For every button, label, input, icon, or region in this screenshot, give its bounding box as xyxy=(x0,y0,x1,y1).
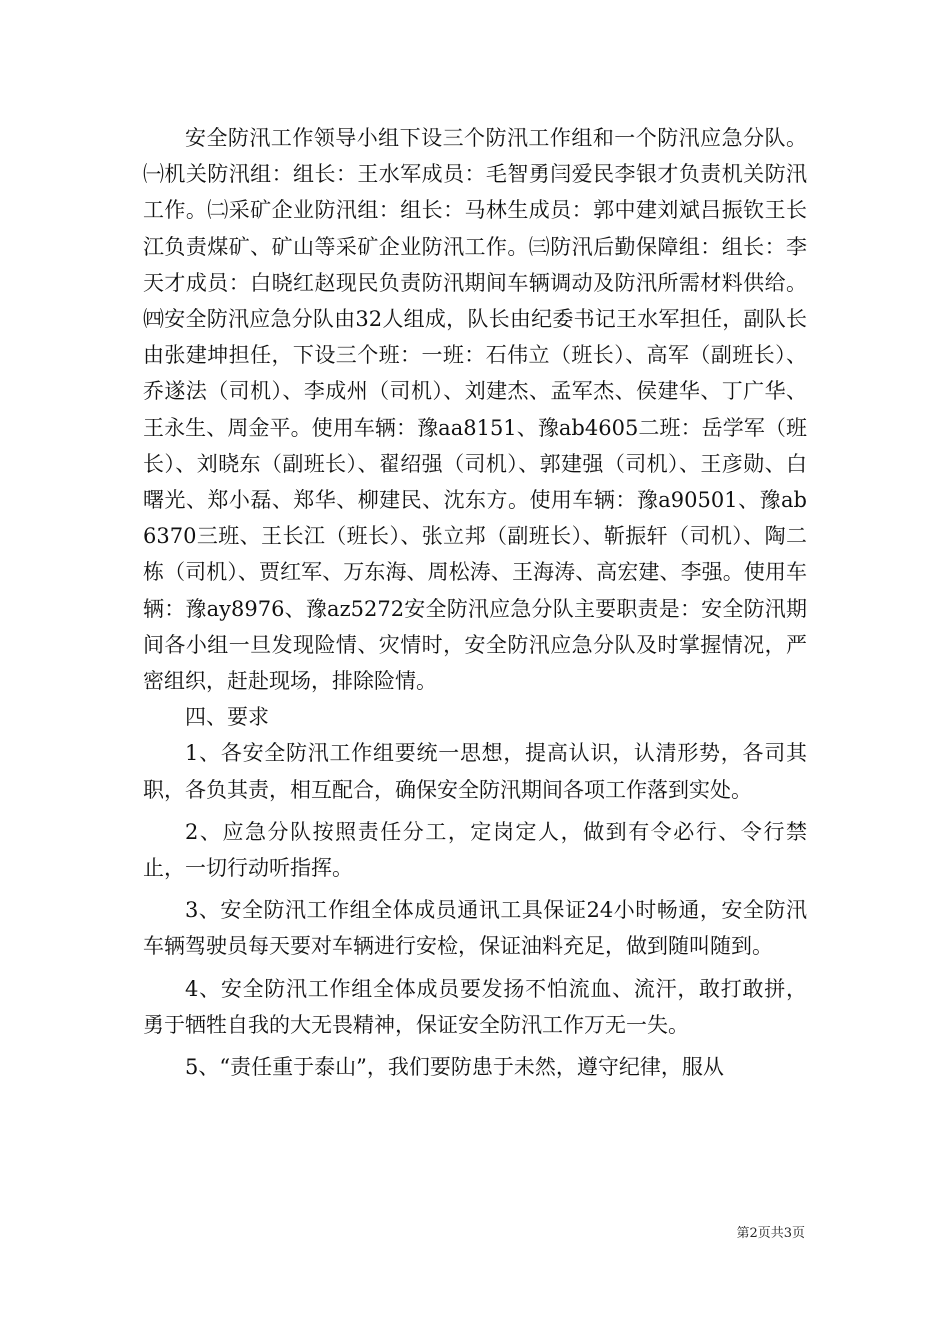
requirement-item-2: 2、应急分队按照责任分工，定岗定人，做到有令必行、令行禁止，一切行动听指挥。 xyxy=(143,819,807,881)
requirement-item-4: 4、安全防汛工作组全体成员要发扬不怕流血、流汗，敢打敢拼，勇于牺牲自我的大无畏精神，保证安全防汛工作万无一失。 xyxy=(143,976,807,1037)
section-heading-requirements: 四、要求 xyxy=(185,705,269,730)
paragraph-organization: 安全防汛工作领导小组下设三个防汛工作组和一个防汛应急分队。㈠机关防汛组：组长：王水军成员：毛智勇闫爱民李银才负责机关防汛工作。㈡采矿企业防汛组：组长：马林生成员：郭中建刘斌吕振钦王长江负责煤矿、矿山等采矿企业防汛工作。㈢防汛后勤保障组：组长：李天才成员：白晓红赵现民负责防汛期间车辆调动及防汛所需材料供给。㈣安全防汛应急分队由32人组成，队长由纪委书记王水军担任，副队长由张建坤担任，下设三个班：一班：石伟立（班长）、高军（副班长）、乔遂法（司机）、李成州（司机）、刘建杰、孟军杰、侯建华、丁广华、王永生、周金平。使用车辆：豫aa8151、豫ab4605二班：岳学军（班长）、刘晓东（副班长）、翟绍强（司机）、郭建强（司机）、王彦勋、白曙光、郑小磊、郑华、柳建民、沈东方。使用车辆：豫a90501、豫ab6370三班、王长江（班长）、张立邦（副班长）、靳振轩（司机）、陶二栋（司机）、贾红军、万东海、周松涛、王海涛、高宏建、李强。使用车辆：豫ay8976、豫az5272安全防汛应急分队主要职责是：安全防汛期间各小组一旦发现险情、灾情时，安全防汛应急分队及时掌握情况，严密组织，赶赴现场，排除险情。 xyxy=(143,126,807,694)
requirement-item-1: 1、各安全防汛工作组要统一思想，提高认识，认清形势，各司其职，各负其责，相互配合，确保安全防汛期间各项工作落到实处。 xyxy=(143,741,807,802)
document-body xyxy=(143,120,807,1085)
requirement-item-3: 3、安全防汛工作组全体成员通讯工具保证24小时畅通，安全防汛车辆驾驶员每天要对车辆进行安检，保证油料充足，做到随叫随到。 xyxy=(143,898,807,959)
page-number: 第2页共3页 xyxy=(736,1226,805,1241)
requirement-item-5: 5、“责任重于泰山”，我们要防患于未然，遵守纪律，服从 xyxy=(185,1055,724,1080)
